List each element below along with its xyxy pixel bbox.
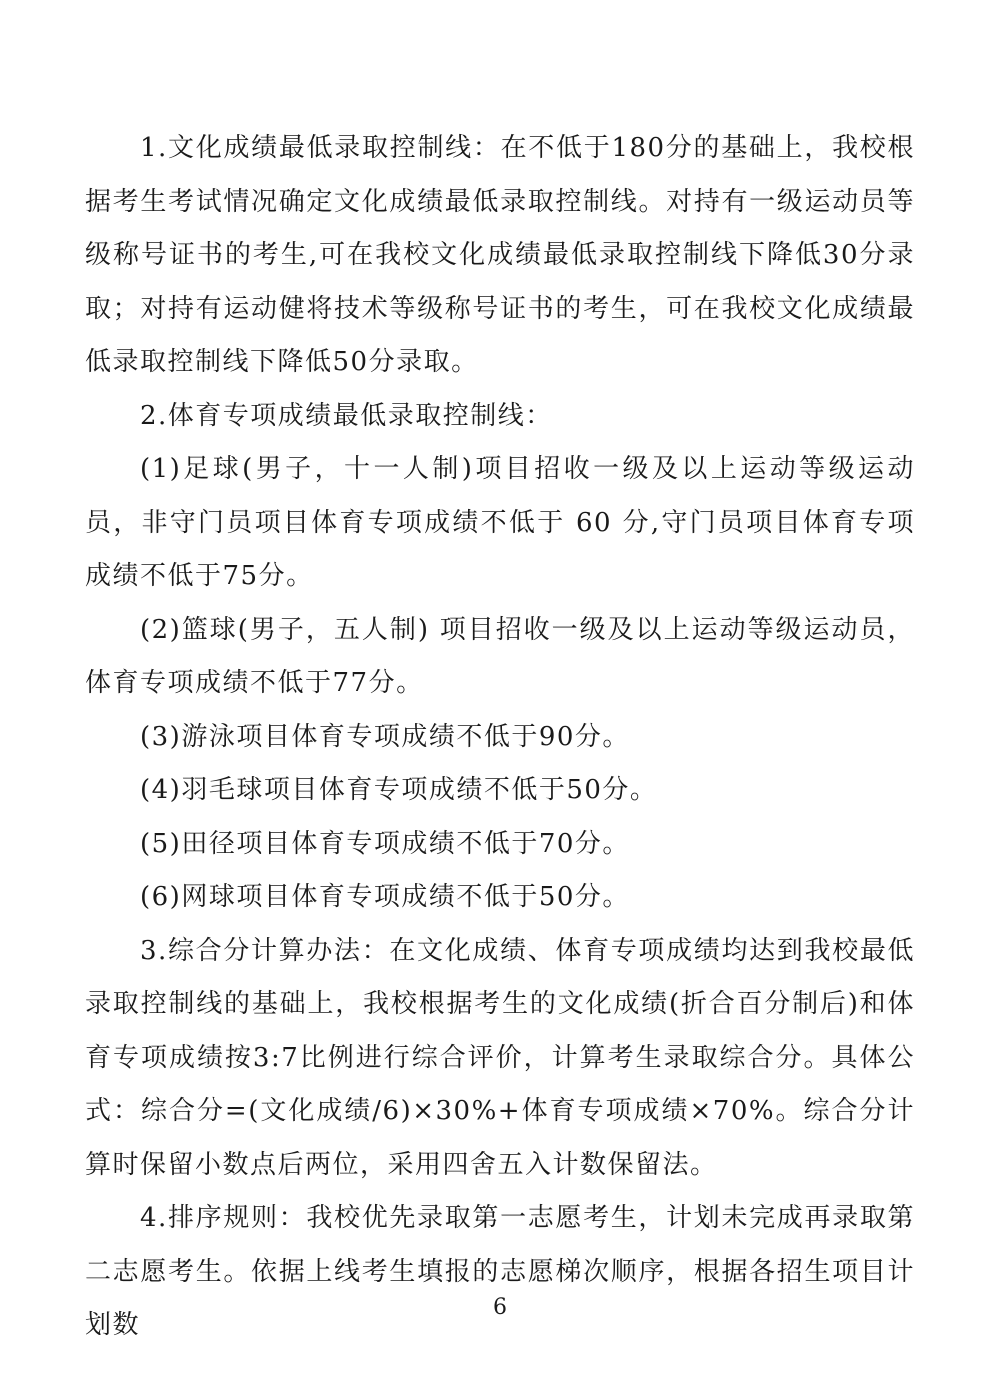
paragraph-badminton: (4)羽毛球项目体育专项成绩不低于50分。 — [140, 775, 658, 805]
paragraph-basketball: (2)篮球(男子，五人制) 项目招收一级及以上运动等级运动员，体育专项成绩不低于77分。 — [85, 614, 915, 698]
paragraph-sports-score-heading: 2.体育专项成绩最低录取控制线： — [140, 400, 553, 431]
paragraph-swimming: (3)游泳项目体育专项成绩不低于90分。 — [140, 721, 630, 752]
paragraph-composite-score: 3.综合分计算办法：在文化成绩、体育专项成绩均达到我校最低录取控制线的基础上，我校根据考生的文化成绩(折合百分制后)和体育专项成绩按3:7比例进行综合评价，计算考生录取综合分。具体公式：综合分=(文化成绩/6)×30%+体育专项成绩×70%。综合分计算时保留小数点后两位，采用四舍五入计数保留法。 — [85, 935, 915, 1180]
paragraph-tennis: (6)网球项目体育专项成绩不低于50分。 — [140, 882, 630, 912]
paragraph-track-field: (5)田径项目体育专项成绩不低于70分。 — [140, 828, 630, 859]
paragraph-ranking-rules: 4.排序规则：我校优先录取第一志愿考生，计划未完成再录取第二志愿考生。依据上线考生填报的志愿梯次顺序，根据各招生项目计划数 — [85, 1203, 915, 1340]
document-body — [85, 122, 915, 1353]
paragraph-culture-score-line: 1.文化成绩最低录取控制线：在不低于180分的基础上，我校根据考生考试情况确定文化成绩最低录取控制线。对持有一级运动员等级称号证书的考生,可在我校文化成绩最低录取控制线下降低30分录取；对持有运动健将技术等级称号证书的考生，可在我校文化成绩最低录取控制线下降低50分录取。 — [85, 133, 915, 377]
paragraph-football: (1)足球(男子，十一人制)项目招收一级及以上运动等级运动员，非守门员项目体育专项成绩不低于 60 分,守门员项目体育专项成绩不低于75分。 — [85, 454, 915, 591]
page-number: 6 — [493, 1295, 507, 1320]
